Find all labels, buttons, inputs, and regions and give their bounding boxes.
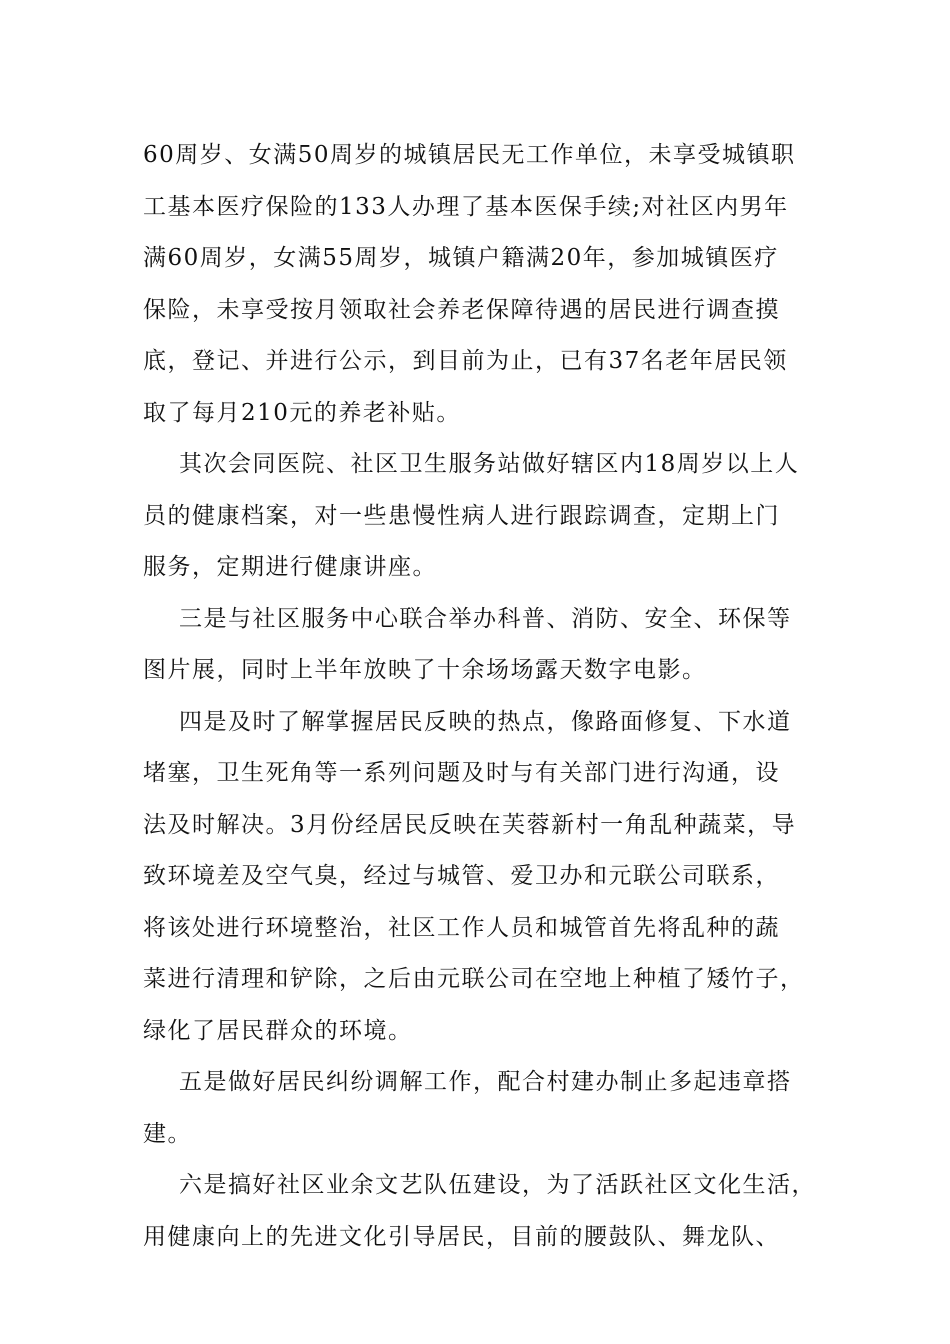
text-line-5: 底，登记、并进行公示，到目前为止，已有37名老年居民领 (143, 348, 788, 374)
text-line-16: 将该处进行环境整治，社区工作人员和城管首先将乱种的蔬 (143, 914, 780, 941)
text-line-4: 保险，未享受按月领取社会养老保障待遇的居民进行调查摸 (143, 296, 780, 323)
text-line-6: 取了每月210元的养老补贴。 (143, 399, 461, 426)
document-body (143, 130, 816, 1263)
text-line-19: 五是做好居民纠纷调解工作，配合村建办制止多起违章搭 (179, 1069, 792, 1095)
text-line-1: 60周岁、女满50周岁的城镇居民无工作单位，未享受城镇职 (143, 142, 796, 168)
text-line-2: 工基本医疗保险的133人办理了基本医保手续;对社区内男年 (143, 193, 789, 220)
text-line-11: 图片展，同时上半年放映了十余场场露天数字电影。 (143, 657, 707, 683)
text-line-9: 服务，定期进行健康讲座。 (143, 554, 437, 580)
text-line-22: 用健康向上的先进文化引导居民，目前的腰鼓队、舞龙队、 (143, 1223, 780, 1250)
text-line-18: 绿化了居民群众的环境。 (143, 1017, 413, 1044)
text-line-8: 员的健康档案，对一些患慢性病人进行跟踪调查，定期上门 (143, 502, 780, 529)
text-line-15: 致环境差及空气臭，经过与城管、爱卫办和元联公司联系， (143, 863, 780, 889)
text-line-3: 满60周岁，女满55周岁，城镇户籍满20年，参加城镇医疗 (143, 245, 779, 271)
text-line-10: 三是与社区服务中心联合举办科普、消防、安全、环保等 (179, 605, 792, 632)
text-line-13: 堵塞，卫生死角等一系列问题及时与有关部门进行沟通，设 (143, 760, 780, 786)
text-line-14: 法及时解决。3月份经居民反映在芙蓉新村一角乱种蔬菜，导 (143, 811, 797, 838)
text-line-20: 建。 (143, 1120, 192, 1147)
text-line-21: 六是搞好社区业余文艺队伍建设，为了活跃社区文化生活， (179, 1172, 816, 1198)
text-line-17: 菜进行清理和铲除，之后由元联公司在空地上种植了矮竹子， (143, 966, 805, 992)
text-line-7: 其次会同医院、社区卫生服务站做好辖区内18周岁以上人 (179, 451, 800, 477)
text-line-12: 四是及时了解掌握居民反映的热点，像路面修复、下水道 (179, 708, 792, 735)
